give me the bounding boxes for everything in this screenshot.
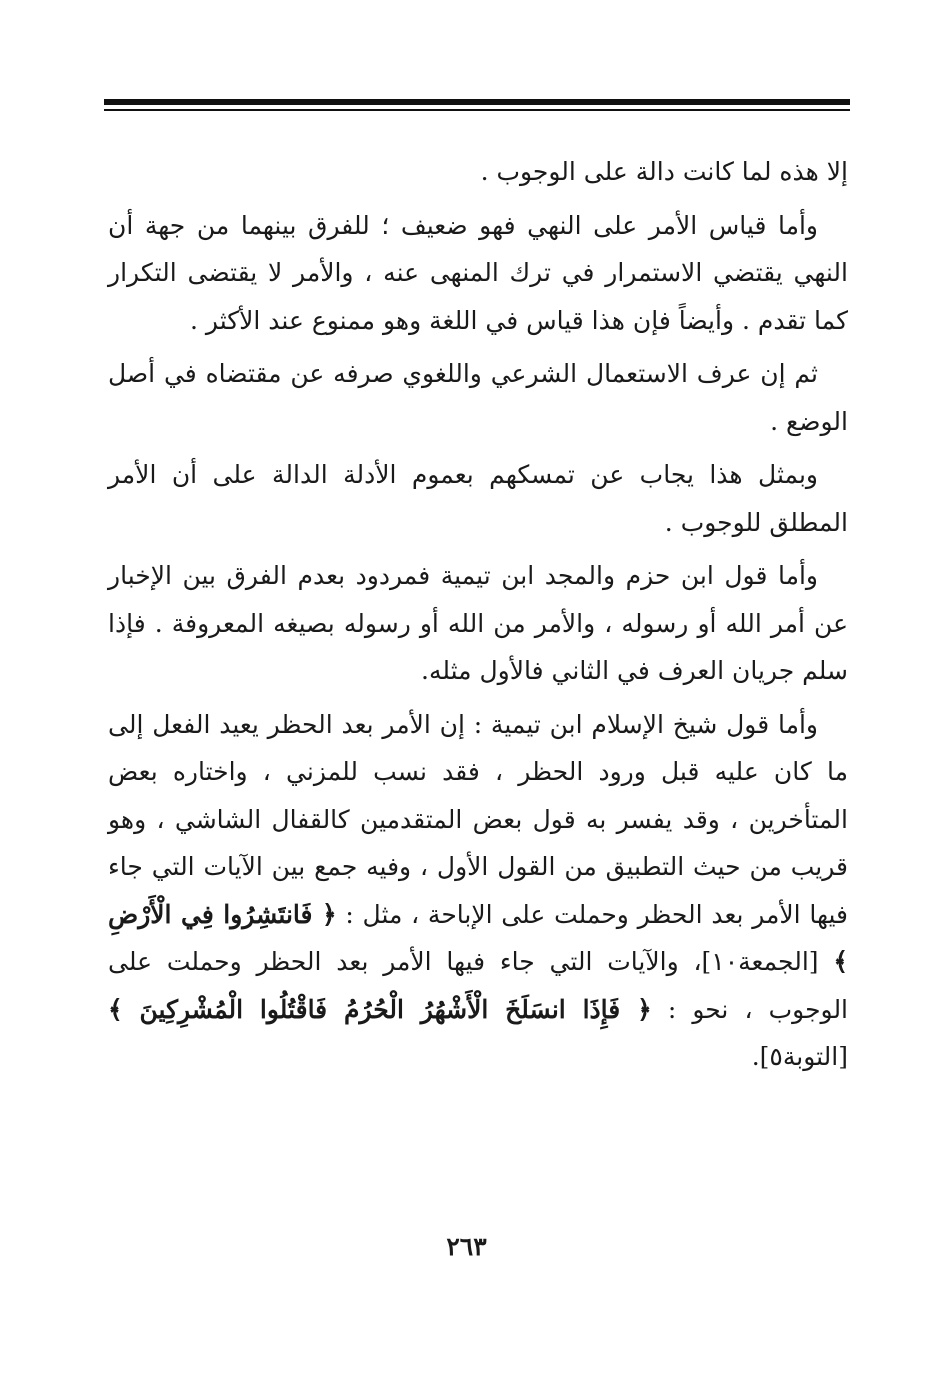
page-number: ٢٦٣ [446,1232,487,1261]
paragraph-6-text-b: [الجمعة١٠]، والآيات التي جاء فيها الأمر بعد الحظر وحملت على الوجوب ، نحو : [108,947,849,1024]
paragraph-3: ثم إن عرف الاستعمال الشرعي واللغوي صرفه عن مقتضاه في أصل الوضع . [108,359,848,436]
quran-verse-tawbah: ﴿ فَإِذَا انسَلَخَ الْأَشْهُرُ الْحُرُمُ فَاقْتُلُوا الْمُشْرِكِينَ ﴾ [108,994,652,1024]
paragraph-6-text-c: [التوبة٥]. [751,1042,848,1071]
paragraph-2: وأما قياس الأمر على النهي فهو ضعيف ؛ للفرق بينهما من جهة أن النهي يقتضي الاستمرار في ترك المنهى عنه ، والأمر لا يقتضى التكرار كما تقدم . وأيضاً فإن هذا قياس في اللغة وهو ممنوع عند الأكثر . [108,210,848,335]
paragraph-1: إلا هذه لما كانت دالة على الوجوب . [480,157,848,186]
quran-verse-jumuah: ﴿ فَانتَشِرُوا فِي الْأَرْضِ ﴾ [108,899,848,976]
header-rule-thin [104,109,850,111]
header-rule-thick [104,99,850,105]
paragraph-5: وأما قول ابن حزم والمجد ابن تيمية فمردود بعدم الفرق بين الإخبار عن أمر الله أو رسوله ، والأمر من الله أو رسوله بصيغه المعروفة . فإذا سلم جريان العرف في الثاني فالأول مثله. [108,561,848,685]
body-text [108,148,848,1087]
paragraph-6 [108,701,848,1081]
paragraph-4: وبمثل هذا يجاب عن تمسكهم بعموم الأدلة الدالة على أن الأمر المطلق للوجوب . [108,460,848,537]
paragraph-6-text-a: وأما قول شيخ الإسلام ابن تيمية : إن الأمر بعد الحظر يعيد الفعل إلى ما كان عليه قبل ورود الحظر ، فقد نسب للمزني ، واختاره بعض المتأخرين ، وقد يفسر به قول بعض المتقدمين كالقفال الشاشي ، وهو قريب من حيث التطبيق من القول الأول ، وفيه جمع بين الآيات التي جاء فيها الأمر بعد الحظر وحملت على الإباحة ، مثل : [108,709,848,929]
